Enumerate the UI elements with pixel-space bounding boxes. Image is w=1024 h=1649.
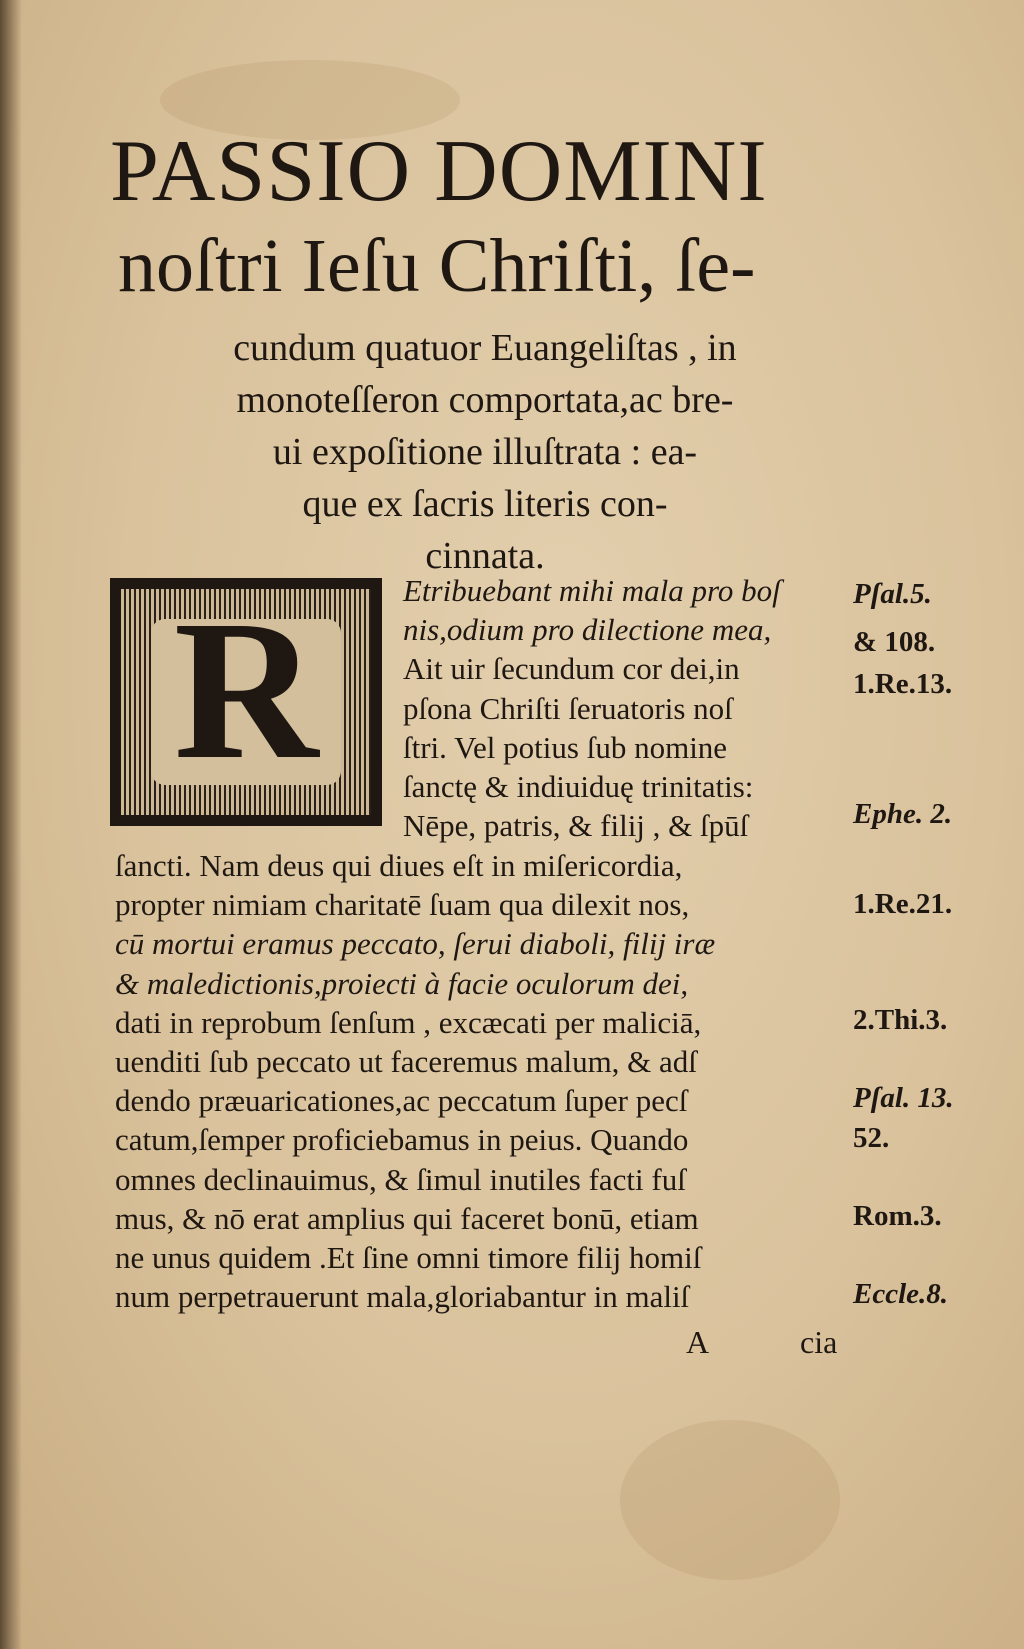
subtitle-line: cinnata. (425, 535, 545, 577)
margin-note: 1.Re.13. (853, 668, 953, 700)
body-column-wide (115, 846, 845, 1316)
text-line: cū mortui eramus peccato, ſerui diaboli, filij iræ (115, 926, 716, 962)
body-column-narrow (403, 571, 843, 845)
margin-note: Pſal. 13. (853, 1082, 954, 1114)
title-line-2: noſtri Ieſu Chriſti, ſe- (118, 224, 756, 308)
subtitle-line: ui expoſitione illuſtrata : ea- (272, 431, 698, 473)
margin-note: 1.Re.21. (853, 888, 953, 920)
subtitle-line: cundum quatuor Euangeliſtas , in (233, 327, 737, 369)
text-line: ſancti. Nam deus qui diues eſt in miſericordia, (115, 848, 683, 883)
text-line: omnes declinauimus, & ſimul inutiles facti fuſ (115, 1161, 686, 1197)
initial-letter: R (173, 580, 319, 801)
text-line: ſtri. Vel potius ſub nomine (403, 729, 728, 765)
text-line: dendo præuaricationes,ac peccatum ſuper pecſ (115, 1083, 688, 1119)
text-line: Ait uir ſecundum cor dei,in (403, 651, 740, 687)
subtitle-line: que ex ſacris literis con- (302, 483, 668, 525)
margin-note: 2.Thi.3. (853, 1004, 948, 1036)
margin-note: Eccle.8. (853, 1278, 949, 1310)
text-line: propter nimiam charitatē ſuam qua dilexit nos, (115, 887, 690, 923)
text-line: & maledictionis,proiecti à facie oculorum dei, (115, 965, 689, 1001)
margin-note: 52. (853, 1122, 890, 1154)
text-line: num perpetrauerunt mala,gloriabantur in maliſ (115, 1279, 690, 1315)
title-line-1: PASSIO DOMINI (110, 123, 768, 220)
margin-note: Rom.3. (853, 1200, 942, 1232)
text-line: ne unus quidem .Et ſine omni timore filij homiſ (115, 1240, 702, 1276)
text-line: Nēpe, patris, & filij , & ſpūſ (403, 808, 749, 844)
margin-note: Ephe. 2. (853, 798, 953, 830)
margin-note: & 108. (853, 626, 936, 658)
decorated-initial (110, 578, 382, 826)
catchword: cia (800, 1324, 838, 1360)
text-line: pſona Chriſti ſeruatoris noſ (403, 690, 733, 726)
page-edge (0, 0, 22, 1649)
text-line: uenditi ſub peccato ut faceremus malum, & adſ (115, 1044, 697, 1080)
text-line: catum,ſemper proficiebamus in peius. Quando (115, 1122, 689, 1158)
margin-note: Pſal.5. (853, 578, 932, 610)
subtitle-line: monoteſſeron comportata,ac bre- (236, 379, 734, 421)
signature-mark: A (686, 1324, 710, 1360)
paper-stain (620, 1420, 840, 1580)
text-line: dati in reprobum ſenſum , excæcati per maliciā, (115, 1004, 702, 1040)
subtitle (100, 322, 870, 582)
text-line: nis,odium pro dilectione mea, (403, 612, 772, 648)
text-line: ſanctę & indiuiduę trinitatis: (403, 769, 754, 805)
text-line: mus, & nō erat amplius qui faceret bonū, etiam (115, 1200, 699, 1236)
text-line: Etribuebant mihi mala pro boſ (403, 573, 781, 608)
